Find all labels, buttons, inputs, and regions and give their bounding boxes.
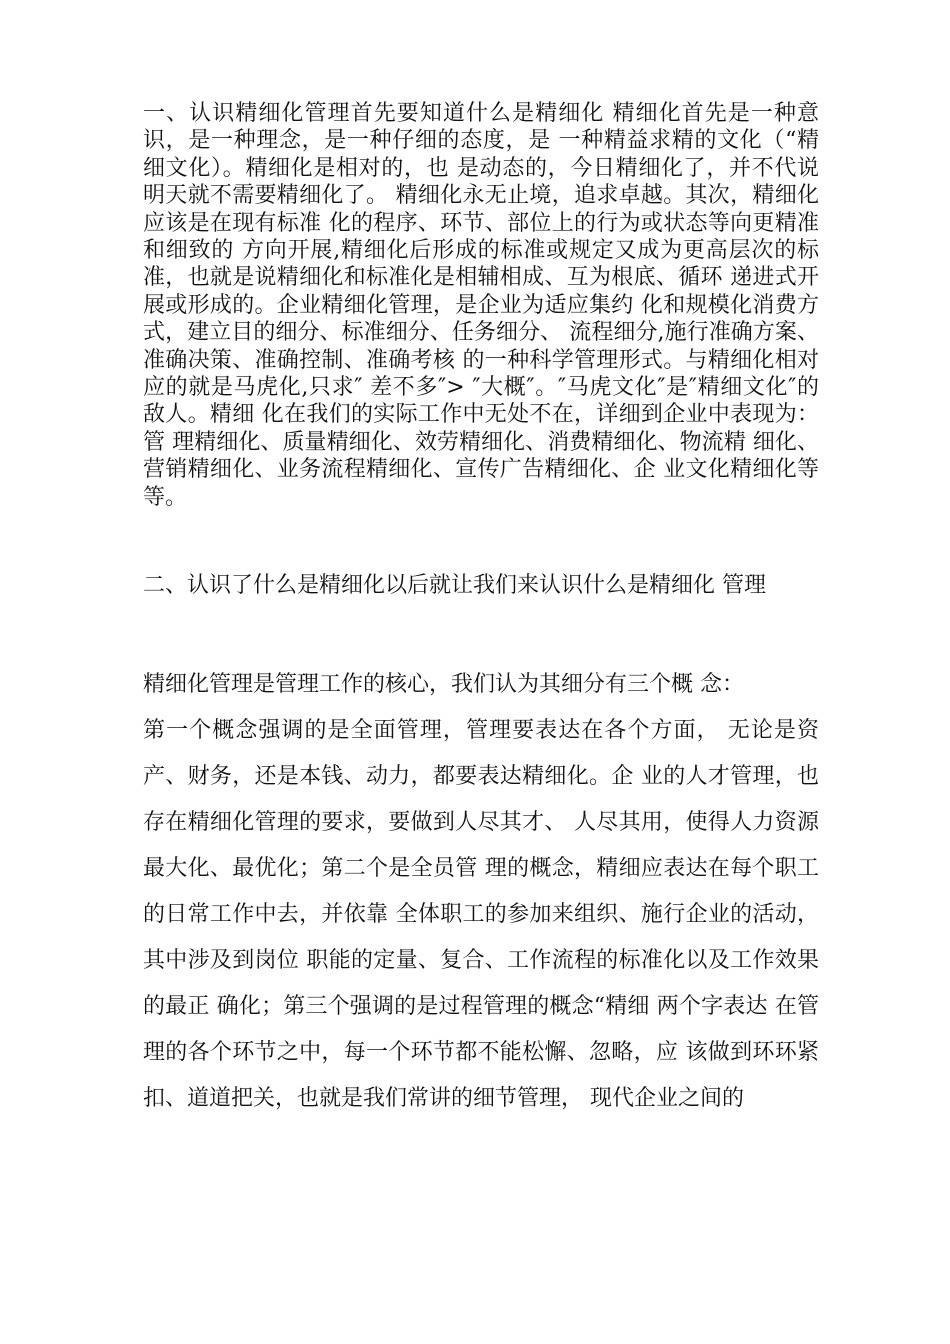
paragraph-three-concepts-detail: 第一个概念强调的是全面管理，管理要表达在各个方面， 无论是资产、财务，还是本钱、动力，都要表达精细化。企 业的人才管理，也存在精细化管理的要求，要做到人尽其才、 人尽其用，使得人力资源最大化、最优化；第二个是全员管 理的概念，精细应表达在每个职工的日常工作中去，并依靠 全体职工的参加来组织、施行企业的活动，其中涉及到岗位 职能的定量、复合、工作流程的标准化以及工作效果的最正 确化；第三个强调的是过程管理的概念“精细 两个字表达 在管理的各个环节之中，每一个环节都不能松懈、忽略，应 该做到环环紧扣、道道把关，也就是我们常讲的细节管理， 现代企业之间的: [143, 718, 819, 1111]
paragraph-section-one: 一、认识精细化管理首先要知道什么是精细化 精细化首先是一种意识，是一种理念，是一种仔细的态度，是 一种精益求精的文化（“精细文化）。精细化是相对的，也 是动态的，今日精细化了，并不代说明天就不需要精细化了。 精细化永无止境，追求卓越。其次，精细化应该是在现有标准 化的程序、环节、部位上的行为或状态等向更精准和细致的 方向开展,精细化后形成的标准或规定又成为更高层次的标 准，也就是说精细化和标准化是相辅相成、互为根底、循环 递进式开展或形成的。企业精细化管理，是企业为适应集约 化和规模化消费方式，建立目的细分、标准细分、任务细分、 流程细分,施行准确方案、准确决策、准确控制、准确考核 的一种科学管理形式。与精细化相对应的就是马虎化,只求″ 差不多″> ″大概″。″马虎文化″是″精细文化″的敌人。精细 化在我们的实际工作中无处不在，详细到企业中表现为：管 理精细化、质量精细化、效劳精细化、消费精细化、物流精 细化、营销精细化、业务流程精细化、宣传广告精细化、企 业文化精细化等等。: [143, 101, 819, 510]
paragraph-section-two-heading: 二、认识了什么是精细化以后就让我们来认识什么是精细化 管理: [143, 573, 766, 598]
paragraph-three-concepts-intro: 精细化管理是管理工作的核心，我们认为其细分有三个概 念：: [143, 672, 744, 697]
